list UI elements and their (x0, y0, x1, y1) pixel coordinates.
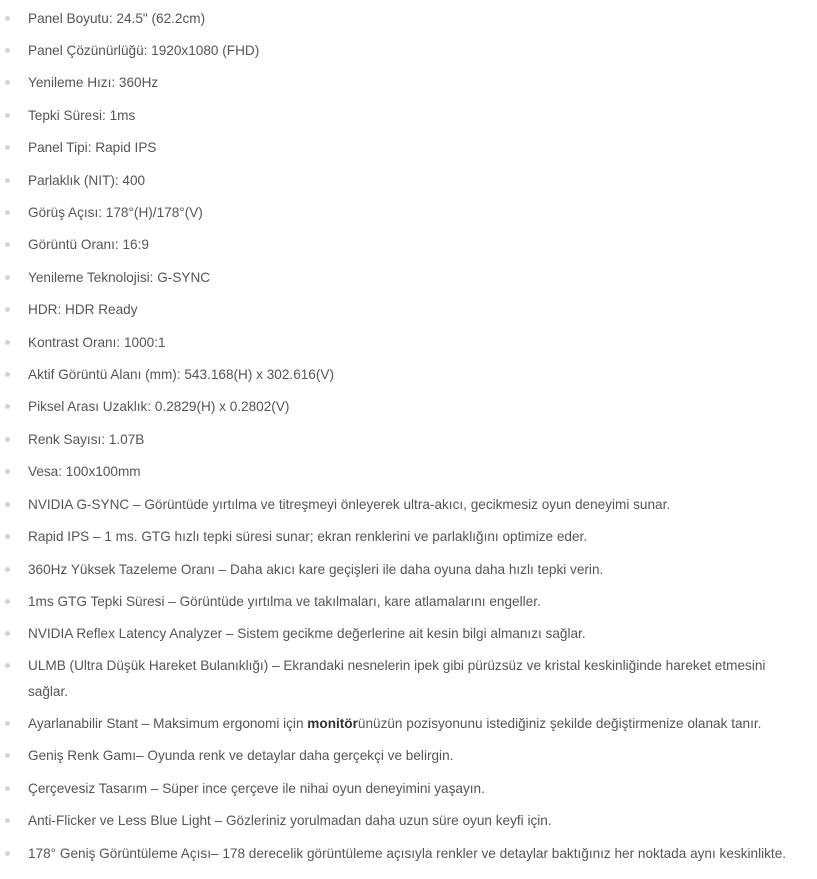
list-item (0, 808, 817, 834)
list-item-text: Panel Tipi: Rapid IPS (28, 140, 157, 155)
list-item-text: Panel Boyutu: 24.5" (62.2cm) (28, 11, 206, 26)
list-item (0, 394, 817, 420)
list-item-text: Geniş Renk Gamı– Oyunda renk ve detaylar daha gerçekçi ve belirgin. (28, 748, 454, 763)
bullet-icon (5, 567, 10, 572)
list-item (0, 135, 817, 161)
list-item-text: Çerçevesiz Tasarım – Süper ince çerçeve ile nihai oyun deneyimini yaşayın. (28, 781, 485, 796)
list-item-text: Aktif Görüntü Alanı (mm): 543.168(H) x 302.616(V) (28, 367, 334, 382)
ergonomics-suffix: ünüzün pozisyonunu istediğiniz şekilde değiştirmenize olanak tanır. (357, 716, 762, 731)
list-item (0, 743, 817, 769)
list-item-text: Rapid IPS – 1 ms. GTG hızlı tepki süresi sunar; ekran renklerini ve parlaklığını optimize eder. (28, 529, 588, 544)
list-item (0, 557, 817, 583)
list-item-text: Yenileme Hızı: 360Hz (28, 75, 159, 90)
bullet-icon (5, 372, 10, 377)
list-item-text: Tepki Süresi: 1ms (28, 108, 136, 123)
bullet-icon (5, 113, 10, 118)
list-item (0, 38, 817, 64)
bullet-icon (5, 340, 10, 345)
bullet-icon (5, 631, 10, 636)
bullet-icon (5, 275, 10, 280)
list-item (0, 589, 817, 615)
list-item (0, 776, 817, 802)
list-item-text: Renk Sayısı: 1.07B (28, 432, 145, 447)
list-item (0, 265, 817, 291)
list-item-text: Kontrast Oranı: 1000:1 (28, 335, 166, 350)
list-item-text: Anti-Flicker ve Less Blue Light – Gözleriniz yorulmadan daha uzun süre oyun keyfi için. (28, 813, 552, 828)
bullet-icon (5, 437, 10, 442)
list-item-text: 1ms GTG Tepki Süresi – Görüntüde yırtılma ve takılmaları, kare atlamalarını engeller. (28, 594, 541, 609)
list-item-text: 178° Geniş Görüntüleme Açısı– 178 derecelik görüntüleme açısıyla renkler ve detaylar baktığınız her noktada aynı keskinlikte. (28, 846, 787, 861)
list-item-text: NVIDIA G-SYNC – Görüntüde yırtılma ve titreşmeyi önleyerek ultra-akıcı, gecikmesiz oyun deneyimi sunar. (28, 497, 671, 512)
list-item (0, 621, 817, 647)
bullet-icon (5, 599, 10, 604)
list-item-text: Panel Çözünürlüğü: 1920x1080 (FHD) (28, 43, 260, 58)
bullet-icon (5, 753, 10, 758)
list-item-text: ULMB (Ultra Düşük Hareket Bulanıklığı) – Ekrandaki nesnelerin ipek gibi pürüzsüz ve kristal keskinliğinde hareket etmesini sağlar. (28, 658, 766, 699)
bullet-icon (5, 145, 10, 150)
list-item-text: NVIDIA Reflex Latency Analyzer – Sistem gecikme değerlerine ait kesin bilgi almanızı sağlar. (28, 626, 586, 641)
list-item-text: Görüntü Oranı: 16:9 (28, 237, 149, 252)
bullet-icon (5, 178, 10, 183)
list-item (0, 653, 817, 705)
list-item (0, 427, 817, 453)
list-item-text: 360Hz Yüksek Tazeleme Oranı – Daha akıcı kare geçişleri ile daha oyuna daha hızlı tepki verin. (28, 562, 604, 577)
list-item (0, 200, 817, 226)
bullet-icon (5, 786, 10, 791)
bullet-icon (5, 469, 10, 474)
list-item (0, 168, 817, 194)
bullet-icon (5, 534, 10, 539)
ergonomics-bold-word: monitör (307, 716, 358, 731)
bullet-icon (5, 80, 10, 85)
bullet-icon (5, 16, 10, 21)
list-item (0, 492, 817, 518)
list-item (0, 841, 817, 867)
list-item (0, 711, 817, 737)
bullet-icon (5, 242, 10, 247)
bullet-icon (5, 404, 10, 409)
list-item (0, 6, 817, 32)
bullet-icon (5, 502, 10, 507)
list-item-text: Piksel Arası Uzaklık: 0.2829(H) x 0.2802(V) (28, 399, 290, 414)
list-item (0, 459, 817, 485)
bullet-icon (5, 721, 10, 726)
list-item (0, 297, 817, 323)
list-item (0, 362, 817, 388)
list-item (0, 330, 817, 356)
list-item (0, 70, 817, 96)
list-item-text (28, 711, 817, 737)
list-item (0, 232, 817, 258)
bullet-icon (5, 48, 10, 53)
bullet-icon (5, 818, 10, 823)
bullet-icon (5, 307, 10, 312)
list-item-text: Vesa: 100x100mm (28, 464, 141, 479)
list-item-text: Yenileme Teknolojisi: G-SYNC (28, 270, 211, 285)
list-item-text: Parlaklık (NIT): 400 (28, 173, 146, 188)
list-item (0, 524, 817, 550)
bullet-icon (5, 210, 10, 215)
bullet-icon (5, 663, 10, 668)
bullet-icon (5, 851, 10, 856)
list-item-text: Görüş Açısı: 178°(H)/178°(V) (28, 205, 203, 220)
ergonomics-prefix: Ayarlanabilir Stant – Maksimum ergonomi için (28, 716, 308, 731)
list-item (0, 103, 817, 129)
list-item-text: HDR: HDR Ready (28, 302, 138, 317)
